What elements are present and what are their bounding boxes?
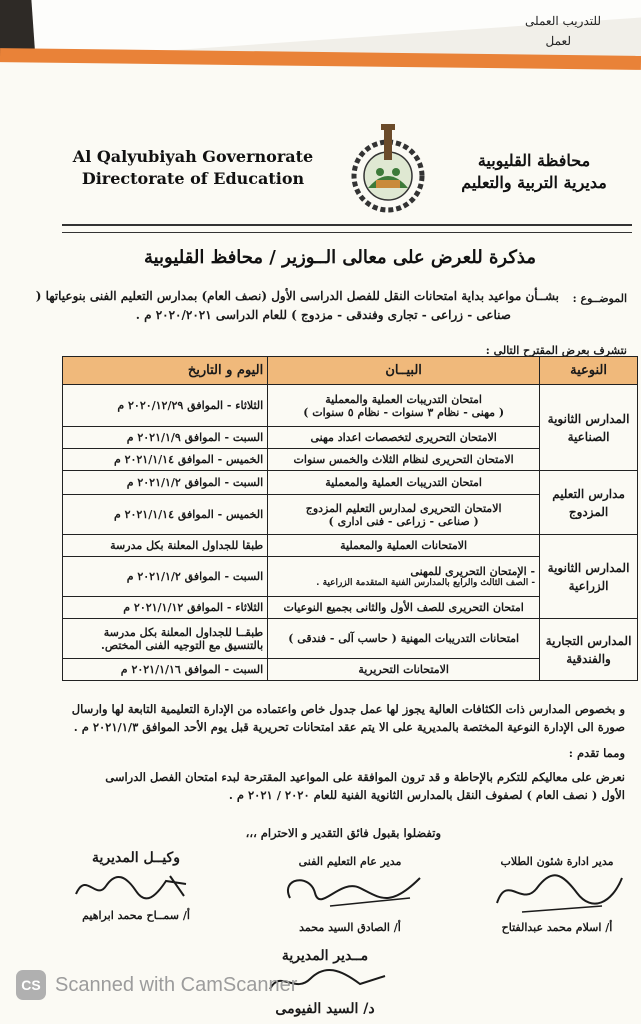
- governorate-name-ar: محافظة القليوبية: [477, 151, 591, 170]
- paragraph-line: نعرض على معاليكم للتكرم بالإحاطة و قد ترون الموافقة على المواعيد المقترحة لبدء امتحان الفصل الدراسى: [105, 770, 625, 784]
- row-date: السبت - الموافق ٢٠٢١/١/٢ م: [63, 471, 268, 495]
- table-row: [63, 471, 638, 495]
- subject-text-line1: بشــأن مواعيد بداية امتحانات النقل للفصل الدراسى الأول (نصف العام) بمدارس التعليم الفنى بنوعياتها (: [35, 289, 559, 303]
- description-detail: ( صناعى - زراعى - فنى ادارى ): [328, 514, 479, 528]
- signatory-name: أ/ سمــاح محمد ابراهيم: [82, 909, 190, 922]
- date-line: طبقــا للجداول المعلنة بكل مدرسة: [103, 625, 264, 639]
- handwritten-note: لعمل: [545, 34, 571, 48]
- subject-text-line2: صناعى - زراعى - تجارى وفندقى - مزدوج ) للعام الدراسى ٢٠٢٠/٢٠٢١ م .: [135, 308, 511, 322]
- column-header-description: البيــان: [268, 357, 540, 385]
- memo-title: مذكرة للعرض على معالى الــوزير / محافظ القليوبية: [143, 247, 537, 268]
- school-type-dual: مدارس التعليم المزدوج: [540, 471, 638, 535]
- description-line: امتحان التدريبات العملية والمعملية: [325, 392, 482, 406]
- directorate-name-ar: مديرية التربية والتعليم: [461, 173, 607, 192]
- row-date: السبت - الموافق ٢٠٢١/١/١٦ م: [63, 659, 268, 681]
- signatory-title: وكيــل المديرية: [92, 850, 180, 866]
- row-description: امتحان التحريرى للصف الأول والثانى بجميع النوعيات: [268, 597, 540, 619]
- subject-label: الموضــوع :: [572, 292, 627, 305]
- handwritten-signature: [66, 866, 206, 906]
- header-divider: [62, 232, 632, 233]
- row-description: الامتحانات التحريرية: [268, 659, 540, 681]
- description-detail: - الصف الثالث والرابع بالمدارس الفنية المتقدمة الزراعية .: [316, 578, 536, 588]
- letterhead-arabic: [439, 150, 629, 194]
- handwritten-signature: [482, 868, 632, 918]
- signatory-name: أ/ اسلام محمد عبدالفتاح: [501, 921, 613, 934]
- column-header-date: اليوم و التاريخ: [63, 357, 268, 385]
- row-description: [268, 385, 540, 427]
- school-type-commercial: المدارس التجارية والفندقية: [540, 619, 638, 681]
- school-type-agricultural: المدارس الثانوية الزراعية: [540, 535, 638, 619]
- watermark-text: Scanned with CamScanner: [55, 973, 298, 996]
- school-type-industrial: المدارس الثانوية الصناعية: [540, 385, 638, 471]
- body-paragraph-2: [15, 768, 625, 804]
- signatory-name: أ/ الصادق السيد محمد: [299, 921, 401, 934]
- signatory-title: مدير ادارة شئون الطلاب: [500, 855, 614, 868]
- signatory-title: مدير عام التعليم الفنى: [298, 855, 402, 868]
- row-description: [268, 495, 540, 535]
- description-line: - الإمتحان التحريرى للمهنى: [410, 565, 536, 578]
- column-header-type: النوعية: [540, 357, 638, 385]
- signatory-name: د/ السيد الفيومى: [275, 1001, 375, 1017]
- signature-block-deputy: [66, 850, 206, 922]
- paragraph-line: صورة الى الإدارة النوعية المختصة بالمديرية على الا يتم عقد امتحانات تحريرية قبل يوم الأحد الموافق ٢٠٢١/١/٣ م .: [73, 720, 625, 734]
- row-date: الثلاثاء - الموافق ٢٠٢٠/١٢/٢٩ م: [63, 385, 268, 427]
- table-row: [63, 535, 638, 557]
- body-paragraph-1: [15, 700, 625, 736]
- row-description: الامتحان التحريرى لنظام الثلاث والخمس سنوات: [268, 449, 540, 471]
- date-detail: بالتنسيق مع التوجيه الفنى المختص.: [101, 638, 264, 652]
- letterhead-english: [68, 146, 318, 190]
- signature-block-technical: [270, 855, 430, 934]
- row-date: الخميس - الموافق ٢٠٢١/١/١٤ م: [63, 449, 268, 471]
- camscanner-logo-icon: CS: [16, 970, 46, 1000]
- row-date: [63, 619, 268, 659]
- paragraph-line: الأول ( نصف العام ) لصفوف النقل بالمدارس الثانوية الفنية للعام ٢٠٢٠ / ٢٠٢١ م .: [228, 788, 625, 802]
- row-date: السبت - الموافق ٢٠٢١/١/٩ م: [63, 427, 268, 449]
- table-row: [63, 619, 638, 659]
- table-header-row: [63, 357, 638, 385]
- closing-line: وتفضلوا بقبول فائق التقدير و الاحترام ،،،: [245, 826, 441, 840]
- row-description: [268, 557, 540, 597]
- camscanner-watermark: [16, 970, 297, 1000]
- exam-schedule-table: [62, 356, 638, 681]
- proposal-intro: نتشرف بعرض المقترح التالى :: [485, 344, 627, 357]
- governorate-name-en: Al Qalyubiyah Governorate: [72, 147, 314, 166]
- body-paragraph-2-heading: ومما تقدم :: [568, 746, 625, 760]
- row-description: امتحانات التدريبات المهنية ( حاسب آلى - فندقى ): [268, 619, 540, 659]
- description-line: الامتحان التحريرى لمدارس التعليم المزدوج: [305, 501, 502, 515]
- handwritten-note: للتدريب العملى: [525, 14, 601, 28]
- row-date: طبقا للجداول المعلنة بكل مدرسة: [63, 535, 268, 557]
- description-detail: ( مهنى - نظام ٣ سنوات - نظام ٥ سنوات ): [303, 405, 505, 419]
- governorate-seal-logo: [340, 124, 436, 214]
- signature-block-students: [478, 855, 636, 934]
- row-date: الثلاثاء - الموافق ٢٠٢١/١/١٢ م: [63, 597, 268, 619]
- row-description: الامتحان التحريرى لتخصصات اعداد مهنى: [268, 427, 540, 449]
- signatory-title: مــدير المديرية: [281, 948, 369, 964]
- row-date: الخميس - الموافق ٢٠٢١/١/١٤ م: [63, 495, 268, 535]
- header-divider: [62, 224, 632, 226]
- paragraph-line: و بخصوص المدارس ذات الكثافات العالية يجوز لها عمل جدول خاص واعتماده من الإدارة التعليمية التابعة لها وارسال: [71, 702, 625, 716]
- table-row: [63, 385, 638, 427]
- directorate-name-en: Directorate of Education: [81, 169, 305, 188]
- row-description: امتحان التدريبات العملية والمعملية: [268, 471, 540, 495]
- handwritten-signature: [270, 868, 430, 918]
- row-date: السبت - الموافق ٢٠٢١/١/٢ م: [63, 557, 268, 597]
- row-description: الامتحانات العملية والمعملية: [268, 535, 540, 557]
